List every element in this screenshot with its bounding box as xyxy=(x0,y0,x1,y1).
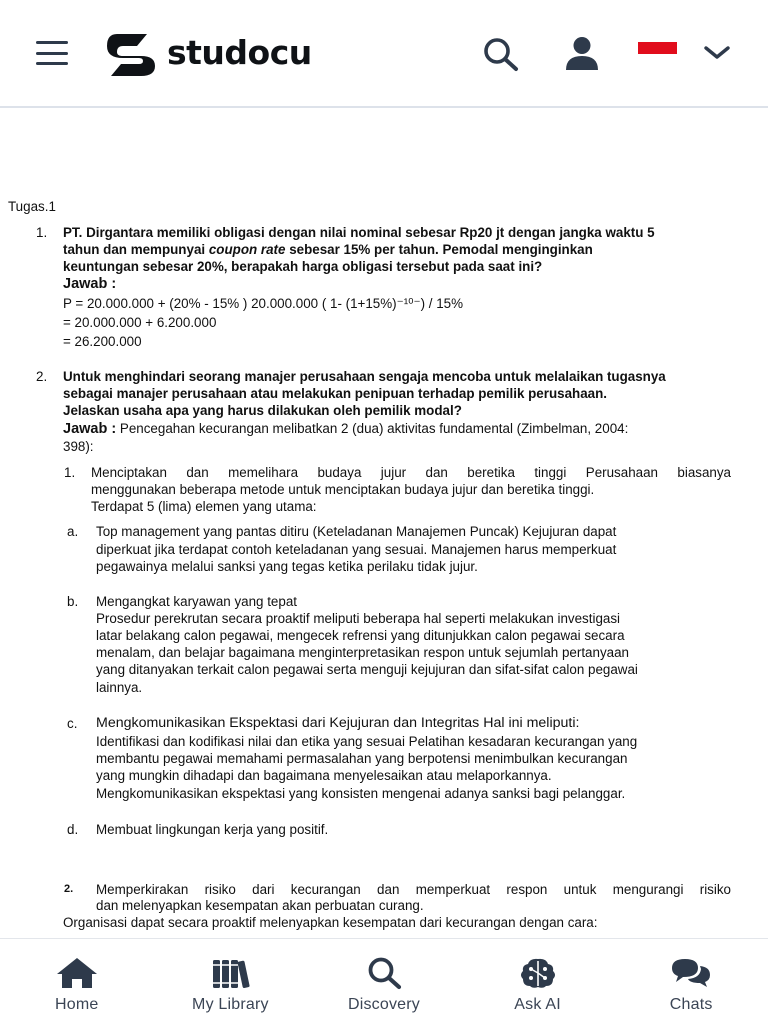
nav-label: My Library xyxy=(192,996,269,1013)
search-icon[interactable] xyxy=(481,36,521,72)
answer-paragraph: Jawab : Pencegahan kecurangan melibatkan 2 (dua) aktivitas fundamental (Zimbelman, 2004: xyxy=(63,421,629,437)
question-2-line: Untuk menghindari seorang manajer perusahaan sengaja mencoba untuk melalaikan tugasnya xyxy=(63,369,666,384)
nav-ask-ai[interactable] xyxy=(461,939,615,1024)
question-2-line: sebagai manajer perusahaan atau melakukan penipuan terhadap pemilik perusahaan. xyxy=(63,386,608,401)
sub-item-text: yang ditanyakan terkait calon pegawai serta menguji kejujuran dan sifat-sifat calon pegawai xyxy=(96,662,638,677)
list-item-number: 2. xyxy=(64,883,74,895)
question-1-number: 1. xyxy=(36,225,48,240)
answer-label: Jawab : xyxy=(63,276,117,292)
sub-item-text: Top management yang pantas ditiru (Keteladanan Manajemen Puncak) Kejujuran dapat xyxy=(96,524,617,539)
list-item-text: Terdapat 5 (lima) elemen yang utama: xyxy=(91,499,317,514)
bottom-navigation xyxy=(0,938,768,1024)
sub-item-text: diperkuat jika terdapat contoh keteladanan yang sesuai. Manajemen harus memperkuat xyxy=(96,542,617,557)
home-icon xyxy=(55,956,99,990)
question-1-line: tahun dan mempunyai coupon rate sebesar 15% per tahun. Pemodal menginginkan xyxy=(63,242,593,257)
ai-brain-icon xyxy=(516,956,560,990)
answer-step: = 26.200.000 xyxy=(63,334,142,349)
sub-item-label: a. xyxy=(67,524,79,539)
question-1-line: keuntungan sebesar 20%, berapakah harga obligasi tersebut pada saat ini? xyxy=(63,259,543,274)
question-2-number: 2. xyxy=(36,369,48,384)
document-heading: Tugas.1 xyxy=(8,199,56,214)
sub-item-text: latar belakang calon pegawai, mengecek refrensi yang ditunjukkan calon pegawai secara xyxy=(96,628,625,643)
sub-item-label: b. xyxy=(67,594,79,609)
question-2-line: Jelaskan usaha apa yang harus dilakukan oleh pemilik modal? xyxy=(63,403,462,418)
sub-item-text: Identifikasi dan kodifikasi nilai dan etika yang sesuai Pelatihan kesadaran kecurangan yang xyxy=(96,734,638,749)
language-selector[interactable] xyxy=(636,38,732,68)
library-icon xyxy=(208,956,252,990)
sub-item-text: Mengkomunikasikan ekspektasi yang konsisten mengenai adanya sanksi bagi pelanggar. xyxy=(96,786,626,801)
sub-item-label: d. xyxy=(67,822,79,837)
nav-home[interactable] xyxy=(0,939,154,1024)
logo-text: studocu xyxy=(167,32,312,72)
chat-bubbles-icon xyxy=(669,956,713,990)
indonesia-flag-icon xyxy=(638,42,677,54)
sub-item-text: Prosedur perekrutan secara proaktif meliputi beberapa hal seperti melakukan investigasi xyxy=(96,611,621,626)
sub-item-text: pegawainya melalui sanksi yang tegas ketika perilaku tidak jujur. xyxy=(96,559,478,574)
sub-item-text: Mengkomunikasikan Ekspektasi dari Kejujuran dan Integritas Hal ini meliputi: xyxy=(96,715,580,731)
list-item-number: 1. xyxy=(64,465,76,480)
question-1-line: PT. Dirgantara memiliki obligasi dengan nilai nominal sebesar Rp20 jt dengan jangka waktu 5 xyxy=(63,225,655,240)
answer-paragraph: 398): xyxy=(63,439,94,454)
nav-my-library[interactable] xyxy=(154,939,308,1024)
sub-item-text: yang mungkin dihadapi dan bagaimana menyelesaikan atau melaporkannya. xyxy=(96,768,552,783)
list-item-text: Memperkirakan risiko dari kecurangan dan memperkuat respon untuk mengurangi risiko xyxy=(96,882,731,897)
sub-item-text: membantu pegawai memahami permasalahan yang berpotensi menimbulkan kecurangan xyxy=(96,751,628,766)
nav-label: Discovery xyxy=(347,996,420,1013)
sub-item-text: menalam, dan belajar bagaimana menginterpretasikan respon untuk sejumlah pertanyaan xyxy=(96,645,629,660)
sub-item-text: Mengangkat karyawan yang tepat xyxy=(96,594,297,609)
nav-label: Ask AI xyxy=(514,996,561,1013)
sub-item-text: lainnya. xyxy=(96,680,143,695)
list-item-text: Menciptakan dan memelihara budaya jujur dan beretika tinggi Perusahaan biasanya xyxy=(91,465,731,480)
user-icon[interactable] xyxy=(564,36,600,70)
hamburger-menu-icon[interactable] xyxy=(36,41,68,65)
studocu-logo[interactable] xyxy=(103,30,312,78)
nav-label: Home xyxy=(55,996,99,1013)
document-page xyxy=(0,110,768,938)
chevron-down-icon xyxy=(702,42,732,62)
list-item-text: menggunakan beberapa metode untuk menciptakan budaya jujur dan beretika tinggi. xyxy=(91,482,595,497)
nav-label: Chats xyxy=(669,996,713,1013)
paragraph-text: Organisasi dapat secara proaktif melenyapkan kesempatan dari kecurangan dengan cara: xyxy=(63,915,598,930)
sub-item-label: c. xyxy=(67,716,78,731)
top-header xyxy=(0,0,768,108)
sub-item-text: Membuat lingkungan kerja yang positif. xyxy=(96,822,329,837)
list-item-text: dan melenyapkan kesempatan akan perbuatan curang. xyxy=(96,898,424,913)
studocu-logo-mark-icon xyxy=(103,30,161,78)
nav-discovery[interactable] xyxy=(307,939,461,1024)
search-icon xyxy=(362,956,406,990)
answer-formula: P = 20.000.000 + (20% - 15% ) 20.000.000 ( 1- (1+15%)⁻¹⁰⁻) / 15% xyxy=(63,296,464,311)
answer-step: = 20.000.000 + 6.200.000 xyxy=(63,315,217,330)
nav-chats[interactable] xyxy=(614,939,768,1024)
